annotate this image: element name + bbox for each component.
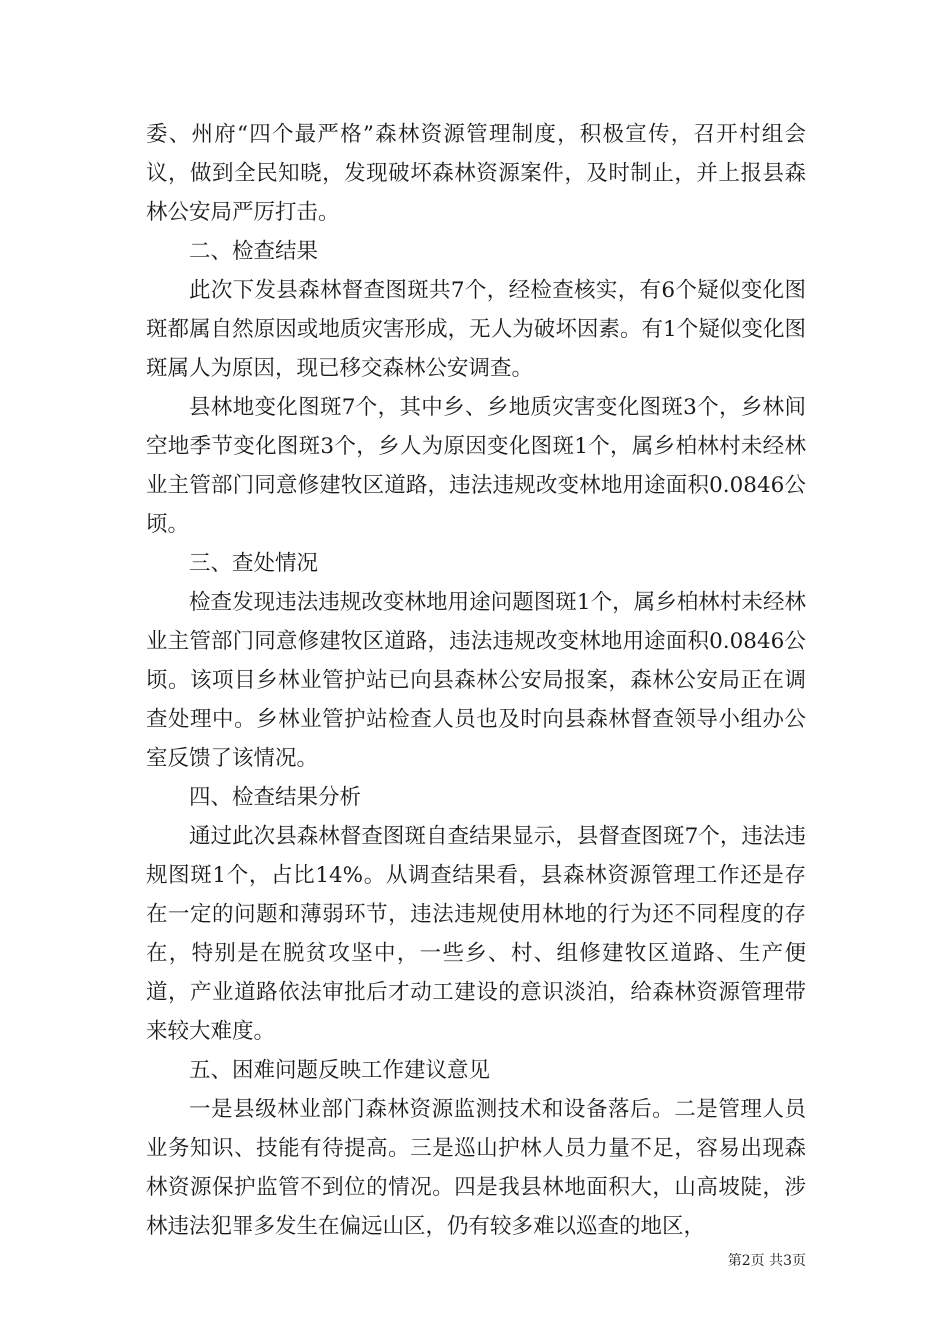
section-heading-inspection-results: 二、检查结果 (189, 239, 319, 264)
document-body (146, 115, 806, 1246)
section-heading-problems-suggestions: 五、困难问题反映工作建议意见 (189, 1058, 491, 1083)
paragraph-handling-detail: 检查发现违法违规改变林地用途问题图斑1个，属乡柏林村未经林业主管部门同意修建牧区道路，违法违规改变林地用途面积0.0846公顷。该项目乡林业管护站已向县森林公安局报案，森林公安局正在调查处理中。乡林业管护站检查人员也及时向县森林督查领导小组办公室反馈了该情况。 (146, 590, 806, 771)
paragraph-change-spots-detail: 县林地变化图斑7个，其中乡、乡地质灾害变化图斑3个，乡林间空地季节变化图斑3个，乡人为原因变化图斑1个，属乡柏林村未经林业主管部门同意修建牧区道路，违法违规改变林地用途面积0.0846公顷。 (146, 395, 806, 537)
paragraph-problems-detail: 一是县级林业部门森林资源监测技术和设备落后。二是管理人员业务知识、技能有待提高。三是巡山护林人员力量不足，容易出现森林资源保护监管不到位的情况。四是我县林地面积大，山高坡陡，涉林违法犯罪多发生在偏远山区，仍有较多难以巡查的地区， (146, 1097, 806, 1239)
paragraph-inspection-summary: 此次下发县森林督查图斑共7个，经检查核实，有6个疑似变化图斑都属自然原因或地质灾害形成，无人为破坏因素。有1个疑似变化图斑属人为原因，现已移交森林公安调查。 (146, 278, 806, 381)
paragraph-analysis-detail: 通过此次县森林督查图斑自查结果显示，县督查图斑7个，违法违规图斑1个，占比14%。从调查结果看，县森林资源管理工作还是存在一定的问题和薄弱环节，违法违规使用林地的行为还不同程度的存在，特别是在脱贫攻坚中，一些乡、村、组修建牧区道路、生产便道，产业道路依法审批后才动工建设的意识淡泊，给森林资源管理带来较大难度。 (146, 824, 806, 1044)
section-heading-analysis: 四、检查结果分析 (189, 785, 362, 810)
paragraph-intro-continued: 委、州府“四个最严格”森林资源管理制度，积极宣传，召开村组会议，做到全民知晓，发现破坏森林资源案件，及时制止，并上报县森林公安局严厉打击。 (146, 122, 806, 225)
section-heading-handling: 三、查处情况 (189, 551, 319, 576)
page-number-footer: 第2页 共3页 (727, 1253, 806, 1269)
